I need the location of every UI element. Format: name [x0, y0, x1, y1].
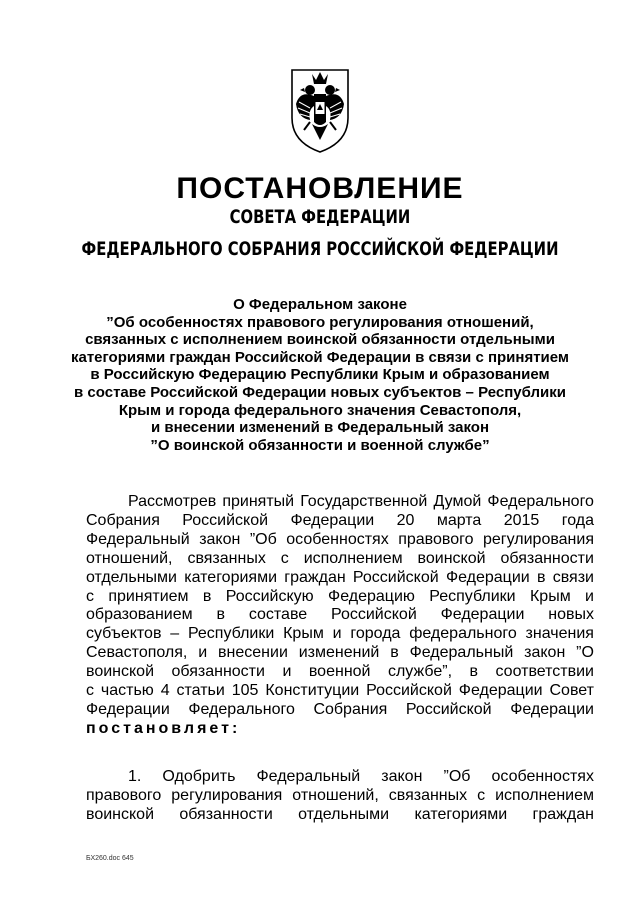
body-line: образованием в составе Российской Федерации новых: [86, 606, 594, 624]
body-line: отдельными категориями граждан Российской Федерации в связи: [86, 568, 594, 586]
heading-line: в Российскую Федерацию Республики Крым и образованием: [90, 366, 550, 384]
decision-line: воинской обязанности отдельными категориями граждан: [86, 805, 594, 823]
coat-of-arms-emblem: [288, 66, 352, 154]
decision-paragraph: [86, 768, 594, 825]
document-footer-code: БХ260.doc 645: [86, 855, 134, 862]
body-line: Собрания Российской Федерации 20 марта 2015 года: [86, 511, 594, 529]
decree-word: постановляет:: [86, 719, 241, 737]
body-paragraph: [86, 493, 594, 739]
body-line: с принятием в Российскую Федерацию Республики Крым и: [86, 587, 594, 605]
body-line: с частью 4 статьи 105 Конституции Российской Федерации Совет: [86, 682, 594, 700]
body-line: Рассмотрев принятый Государственной Думой Федерального: [128, 493, 594, 510]
body-line: субъектов – Республики Крым и города федерального значения: [86, 625, 594, 643]
body-line: отношений, связанных с исполнением воинской обязанности: [86, 549, 594, 567]
body-line: Федеральный закон ”Об особенностях правового регулирования: [86, 530, 594, 548]
heading-line: О Федеральном законе: [233, 296, 407, 313]
heading-line: Крым и города федерального значения Севастополя,: [118, 401, 522, 419]
heading-line: ”О воинской обязанности и военной службе”: [150, 436, 490, 454]
document-subtitle-council: СОВЕТА ФЕДЕРАЦИИ: [229, 206, 411, 228]
body-line: Федерации Федерального Собрания Российской Федерации: [86, 700, 594, 718]
document-subtitle-assembly: ФЕДЕРАЛЬНОГО СОБРАНИЯ РОССИЙСКОЙ ФЕДЕРАЦИИ: [81, 238, 559, 260]
body-line: воинской обязанности и военной службе”, в соответствии: [86, 663, 594, 681]
decision-line: 1. Одобрить Федеральный закон ”Об особенностях: [128, 768, 594, 785]
heading-line: категориями граждан Российской Федерации в связи с принятием: [70, 348, 570, 366]
law-heading: [50, 296, 590, 454]
heading-line: связанных с исполнением воинской обязанности отдельными: [85, 331, 555, 349]
heading-line: и внесении изменений в Федеральный закон: [150, 419, 490, 437]
decision-line: правового регулирования отношений, связанных с исполнением: [86, 786, 594, 804]
heading-line: в составе Российской Федерации новых субъектов – Республики: [74, 383, 566, 401]
heading-line: ”Об особенностях правового регулирования отношений,: [106, 313, 534, 331]
document-title: ПОСТАНОВЛЕНИЕ: [176, 172, 464, 205]
body-line: Севастополя, и внесении изменений в Федеральный закон ”О: [86, 644, 594, 662]
